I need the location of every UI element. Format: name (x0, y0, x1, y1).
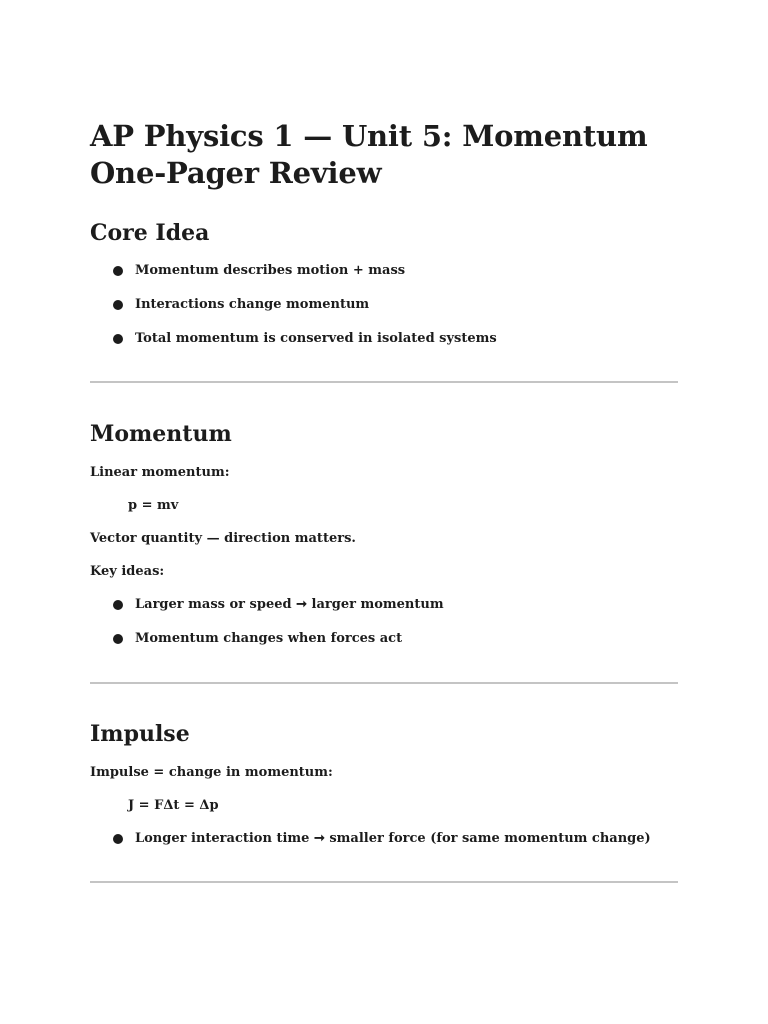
page-title: AP Physics 1 — Unit 5: Momentum One-Pager Review (90, 119, 648, 190)
momentum-formula: p = mv (128, 498, 179, 513)
momentum-note: Vector quantity — direction matters. (90, 531, 356, 546)
list-item-text: Larger mass or speed ➞ larger momentum (135, 597, 444, 612)
key-ideas-label: Key ideas: (90, 564, 165, 579)
bullet-icon (113, 300, 123, 310)
section-heading-core-idea: Core Idea (90, 220, 210, 246)
list-item-text: Longer interaction time ➞ smaller force (for same momentum change) (135, 831, 651, 846)
section-heading-impulse: Impulse (90, 721, 190, 747)
list-item-text: Momentum describes motion + mass (135, 263, 406, 278)
momentum-intro: Linear momentum: (90, 465, 230, 480)
list-item-text: Total momentum is conserved in isolated systems (135, 331, 497, 346)
list-item-text: Interactions change momentum (135, 297, 370, 312)
list-item-text: Momentum changes when forces act (135, 631, 403, 646)
bullet-icon (113, 634, 123, 644)
bullet-icon (113, 266, 123, 276)
section-divider (90, 881, 678, 883)
bullet-icon (113, 334, 123, 344)
section-divider (90, 682, 678, 684)
section-heading-momentum: Momentum (90, 421, 232, 447)
bullet-icon (113, 834, 123, 844)
impulse-intro: Impulse = change in momentum: (90, 765, 333, 780)
impulse-formula: J = FΔt = Δp (128, 798, 219, 813)
bullet-icon (113, 600, 123, 610)
section-divider (90, 381, 678, 383)
